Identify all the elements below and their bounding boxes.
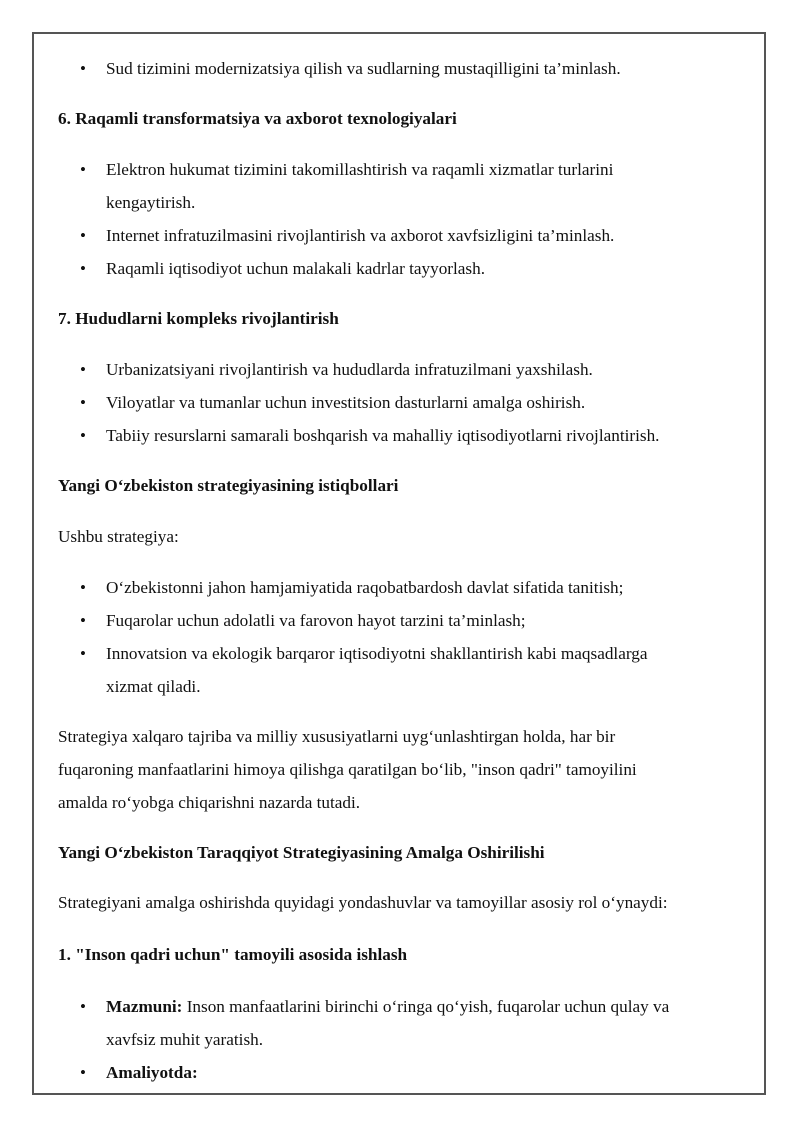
paragraph-line: fuqaroning manfaatlarini himoya qilishga qaratilgan bo‘lib, "inson qadri" tamoyilini <box>58 760 637 779</box>
list-item-text: O‘zbekistonni jahon hamjamiyatida raqobatbardosh davlat sifatida tanitish; <box>106 578 624 597</box>
list-item-text: Elektron hukumat tizimini takomillashtirish va raqamli xizmatlar turlarini <box>106 160 614 179</box>
bullet-icon: • <box>80 259 86 278</box>
list-item-text: Innovatsion va ekologik barqaror iqtisodiyotni shakllantirish kabi maqsadlarga <box>106 644 648 663</box>
bullet-icon: • <box>80 578 86 597</box>
bullet-icon: • <box>80 426 86 445</box>
section-heading: 1. "Inson qadri uchun" tamoyili asosida ishlash <box>58 945 408 964</box>
paragraph-line: Ushbu strategiya: <box>58 527 179 546</box>
bullet-icon: • <box>80 59 86 78</box>
bullet-icon: • <box>80 160 86 179</box>
section-heading: 7. Hududlarni kompleks rivojlantirish <box>58 309 339 328</box>
paragraph-line: Strategiyani amalga oshirishda quyidagi yondashuvlar va tamoyillar asosiy rol o‘ynaydi: <box>58 893 668 912</box>
bullet-icon: • <box>80 1063 86 1082</box>
bullet-icon: • <box>80 997 86 1016</box>
list-item-text: Tabiiy resurslarni samarali boshqarish va mahalliy iqtisodiyotlarni rivojlantirish. <box>106 426 660 445</box>
section-heading: 6. Raqamli transformatsiya va axborot texnologiyalari <box>58 109 457 128</box>
list-item-text: Mazmuni: Inson manfaatlarini birinchi o‘ringa qo‘yish, fuqarolar uchun qulay va <box>106 997 670 1016</box>
bullet-icon: • <box>80 611 86 630</box>
bullet-icon: • <box>80 644 86 663</box>
list-item-text: kengaytirish. <box>106 193 196 212</box>
list-item-text: Viloyatlar va tumanlar uchun investitsion dasturlarni amalga oshirish. <box>106 393 586 412</box>
list-item-label: Mazmuni: <box>106 997 183 1016</box>
section-heading: Yangi O‘zbekiston strategiyasining istiqbollari <box>58 476 399 495</box>
list-item-text: Urbanizatsiyani rivojlantirish va hududlarda infratuzilmani yaxshilash. <box>106 360 593 379</box>
bullet-icon: • <box>80 393 86 412</box>
list-item-text: Sud tizimini modernizatsiya qilish va sudlarning mustaqilligini ta’minlash. <box>106 59 621 78</box>
paragraph-line: amalda ro‘yobga chiqarishni nazarda tutadi. <box>58 793 361 812</box>
bullet-icon: • <box>80 360 86 379</box>
list-item-text: Fuqarolar uchun adolatli va farovon hayot tarzini ta’minlash; <box>106 611 526 630</box>
list-item-text: Internet infratuzilmasini rivojlantirish va axborot xavfsizligini ta’minlash. <box>106 226 615 245</box>
paragraph-line: Strategiya xalqaro tajriba va milliy xususiyatlarni uyg‘unlashtirgan holda, har bir <box>58 727 616 746</box>
list-item-text: Raqamli iqtisodiyot uchun malakali kadrlar tayyorlash. <box>106 259 485 278</box>
list-item-text: xavfsiz muhit yaratish. <box>106 1030 264 1049</box>
list-item-label: Amaliyotda: <box>106 1063 198 1082</box>
list-item-text: xizmat qiladi. <box>106 677 201 696</box>
bullet-icon: • <box>80 226 86 245</box>
section-heading: Yangi O‘zbekiston Taraqqiyot Strategiyasining Amalga Oshirilishi <box>58 843 545 862</box>
list-item-text <box>106 1056 198 1089</box>
